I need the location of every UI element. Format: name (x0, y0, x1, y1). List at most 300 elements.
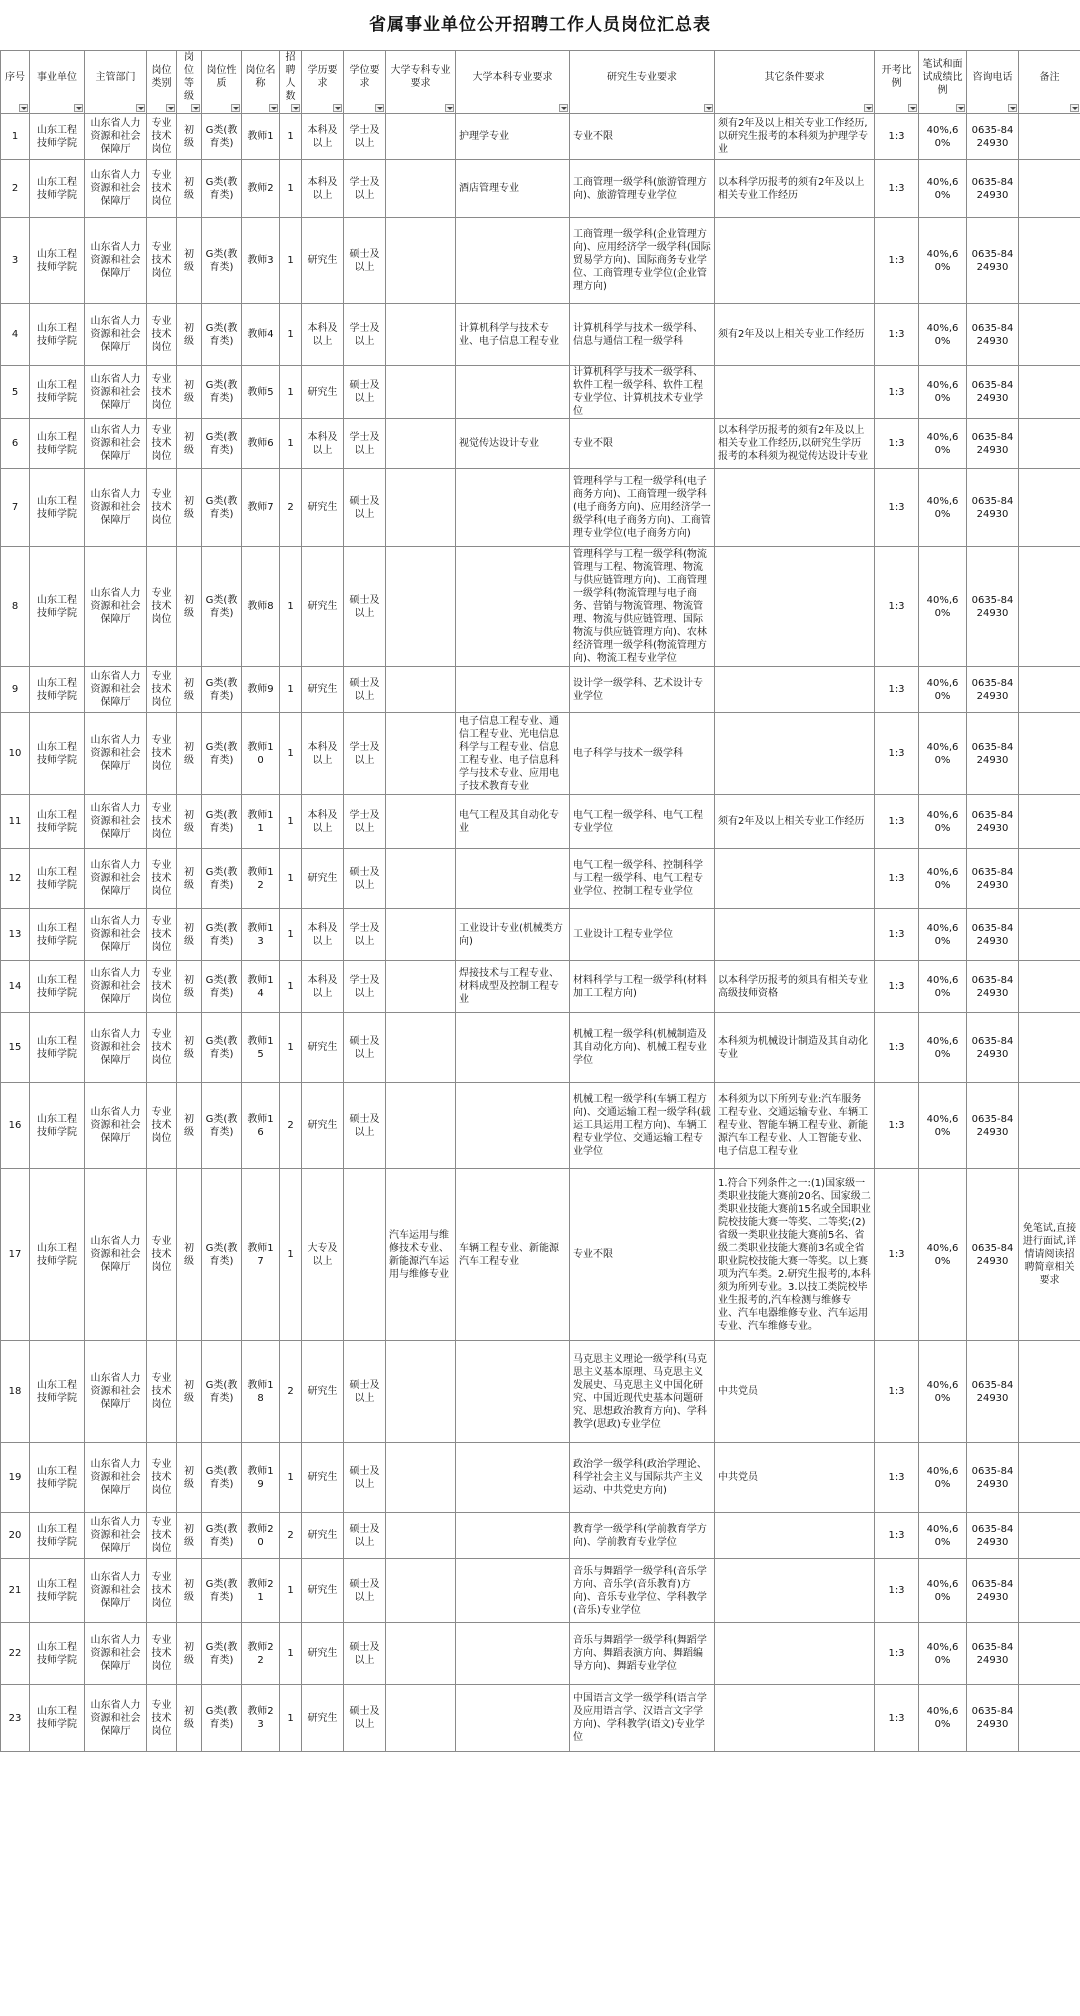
cell-degree: 硕士及以上 (344, 366, 386, 419)
cell-headcount: 2 (280, 1341, 302, 1443)
cell-post-category: 专业技术岗位 (147, 304, 177, 366)
filter-dropdown-icon[interactable] (291, 104, 300, 112)
cell-department: 山东省人力资源和社会保障厅 (85, 1513, 147, 1559)
header-other-requirements (715, 51, 875, 114)
cell-exam-ratio: 1:3 (875, 667, 919, 713)
cell-post-name: 教师16 (242, 1083, 280, 1169)
cell-index: 23 (1, 1685, 30, 1752)
cell-other-requirements: 须有2年及以上相关专业工作经历 (715, 304, 875, 366)
cell-post-category: 专业技术岗位 (147, 547, 177, 667)
header-label: 备注 (1039, 71, 1060, 83)
cell-index: 6 (1, 419, 30, 469)
cell-exam-ratio: 1:3 (875, 1559, 919, 1623)
header-headcount (280, 51, 302, 114)
header-education (302, 51, 344, 114)
cell-college-major (386, 961, 456, 1013)
filter-dropdown-icon[interactable] (269, 104, 278, 112)
cell-post-level: 初级 (177, 1623, 202, 1685)
header-label: 研究生专业要求 (607, 71, 677, 83)
cell-other-requirements (715, 667, 875, 713)
cell-exam-ratio: 1:3 (875, 1013, 919, 1083)
cell-education: 研究生 (302, 1013, 344, 1083)
cell-graduate-major: 电子科学与技术一级学科 (570, 713, 715, 795)
cell-education: 研究生 (302, 469, 344, 547)
cell-post-level: 初级 (177, 1341, 202, 1443)
cell-index: 4 (1, 304, 30, 366)
cell-score-ratio: 40%,60% (919, 160, 967, 218)
cell-degree: 学士及以上 (344, 961, 386, 1013)
cell-exam-ratio: 1:3 (875, 419, 919, 469)
cell-bachelor-major (456, 1513, 570, 1559)
cell-score-ratio: 40%,60% (919, 849, 967, 909)
cell-post-name: 教师3 (242, 218, 280, 304)
cell-college-major (386, 667, 456, 713)
header-exam-ratio (875, 51, 919, 114)
cell-graduate-major: 机械工程一级学科(车辆工程方向)、交通运输工程一级学科(载运工具运用工程方向)、车辆工程专业学位、交通运输工程专业学位 (570, 1083, 715, 1169)
cell-headcount: 2 (280, 1083, 302, 1169)
cell-headcount: 2 (280, 1513, 302, 1559)
cell-phone: 0635-8424930 (967, 909, 1019, 961)
cell-remarks (1019, 114, 1080, 160)
header-score-ratio (919, 51, 967, 114)
cell-score-ratio: 40%,60% (919, 1513, 967, 1559)
header-label: 事业单位 (37, 71, 77, 83)
cell-graduate-major: 教育学一级学科(学前教育学方向)、学前教育专业学位 (570, 1513, 715, 1559)
cell-graduate-major: 计算机科学与技术一级学科、信息与通信工程一级学科 (570, 304, 715, 366)
cell-score-ratio: 40%,60% (919, 547, 967, 667)
recruitment-table (0, 50, 1080, 1752)
cell-institution: 山东工程技师学院 (30, 849, 85, 909)
cell-post-nature: G类(教育类) (202, 1623, 242, 1685)
cell-degree: 硕士及以上 (344, 1559, 386, 1623)
header-label: 岗位名称 (245, 65, 276, 89)
cell-bachelor-major: 焊接技术与工程专业、材料成型及控制工程专业 (456, 961, 570, 1013)
cell-degree: 学士及以上 (344, 713, 386, 795)
filter-dropdown-icon[interactable] (375, 104, 384, 112)
cell-post-nature: G类(教育类) (202, 1341, 242, 1443)
cell-phone: 0635-8424930 (967, 160, 1019, 218)
cell-post-name: 教师13 (242, 909, 280, 961)
cell-institution: 山东工程技师学院 (30, 547, 85, 667)
cell-exam-ratio: 1:3 (875, 114, 919, 160)
cell-department: 山东省人力资源和社会保障厅 (85, 218, 147, 304)
cell-remarks (1019, 419, 1080, 469)
cell-college-major (386, 1685, 456, 1752)
cell-phone: 0635-8424930 (967, 304, 1019, 366)
filter-dropdown-icon[interactable] (136, 104, 145, 112)
cell-bachelor-major (456, 469, 570, 547)
filter-dropdown-icon[interactable] (559, 104, 568, 112)
cell-exam-ratio: 1:3 (875, 713, 919, 795)
cell-other-requirements (715, 1623, 875, 1685)
cell-post-nature: G类(教育类) (202, 1083, 242, 1169)
cell-index: 22 (1, 1623, 30, 1685)
cell-degree: 硕士及以上 (344, 1083, 386, 1169)
cell-education: 研究生 (302, 1083, 344, 1169)
cell-headcount: 1 (280, 366, 302, 419)
cell-remarks (1019, 795, 1080, 849)
cell-degree: 学士及以上 (344, 114, 386, 160)
cell-bachelor-major: 计算机科学与技术专业、电子信息工程专业 (456, 304, 570, 366)
cell-exam-ratio: 1:3 (875, 547, 919, 667)
filter-dropdown-icon[interactable] (1070, 104, 1079, 112)
cell-degree: 硕士及以上 (344, 547, 386, 667)
cell-graduate-major: 马克思主义理论一级学科(马克思主义基本原理、马克思主义发展史、马克思主义中国化研究、中国近现代史基本问题研究、思想政治教育方向)、学科教学(思政)专业学位 (570, 1341, 715, 1443)
cell-post-category: 专业技术岗位 (147, 469, 177, 547)
cell-phone: 0635-8424930 (967, 1623, 1019, 1685)
cell-post-level: 初级 (177, 795, 202, 849)
cell-college-major (386, 1013, 456, 1083)
header-post-category (147, 51, 177, 114)
cell-post-category: 专业技术岗位 (147, 713, 177, 795)
filter-dropdown-icon[interactable] (445, 104, 454, 112)
cell-post-name: 教师17 (242, 1169, 280, 1341)
header-index (1, 51, 30, 114)
cell-post-name: 教师18 (242, 1341, 280, 1443)
cell-post-category: 专业技术岗位 (147, 1623, 177, 1685)
cell-department: 山东省人力资源和社会保障厅 (85, 1083, 147, 1169)
cell-post-name: 教师8 (242, 547, 280, 667)
cell-post-level: 初级 (177, 419, 202, 469)
cell-graduate-major: 工商管理一级学科(旅游管理方向)、旅游管理专业学位 (570, 160, 715, 218)
cell-headcount: 1 (280, 547, 302, 667)
cell-graduate-major: 工商管理一级学科(企业管理方向)、应用经济学一级学科(国际贸易学方向)、国际商务专业学位、工商管理专业学位(企业管理方向) (570, 218, 715, 304)
cell-headcount: 2 (280, 469, 302, 547)
cell-degree: 硕士及以上 (344, 1443, 386, 1513)
cell-post-category: 专业技术岗位 (147, 218, 177, 304)
cell-post-category: 专业技术岗位 (147, 1443, 177, 1513)
cell-index: 2 (1, 160, 30, 218)
cell-education: 研究生 (302, 218, 344, 304)
cell-college-major (386, 1513, 456, 1559)
header-label: 学历要求 (307, 65, 338, 89)
cell-headcount: 1 (280, 1685, 302, 1752)
cell-index: 11 (1, 795, 30, 849)
cell-post-category: 专业技术岗位 (147, 909, 177, 961)
cell-headcount: 1 (280, 1169, 302, 1341)
table-row (1, 304, 1080, 366)
cell-post-nature: G类(教育类) (202, 909, 242, 961)
cell-bachelor-major: 电气工程及其自动化专业 (456, 795, 570, 849)
cell-institution: 山东工程技师学院 (30, 1443, 85, 1513)
cell-degree: 硕士及以上 (344, 1513, 386, 1559)
header-row (1, 51, 1080, 114)
cell-exam-ratio: 1:3 (875, 1169, 919, 1341)
cell-post-level: 初级 (177, 1559, 202, 1623)
header-label: 岗位等级 (184, 52, 194, 102)
cell-remarks (1019, 667, 1080, 713)
cell-remarks (1019, 160, 1080, 218)
cell-institution: 山东工程技师学院 (30, 1623, 85, 1685)
table-row (1, 1341, 1080, 1443)
cell-phone: 0635-8424930 (967, 366, 1019, 419)
cell-department: 山东省人力资源和社会保障厅 (85, 469, 147, 547)
header-department (85, 51, 147, 114)
cell-index: 8 (1, 547, 30, 667)
page-title: 省属事业单位公开招聘工作人员岗位汇总表 (369, 15, 711, 35)
cell-post-name: 教师19 (242, 1443, 280, 1513)
cell-graduate-major: 机械工程一级学科(机械制造及其自动化方向)、机械工程专业学位 (570, 1013, 715, 1083)
cell-phone: 0635-8424930 (967, 1443, 1019, 1513)
cell-phone: 0635-8424930 (967, 218, 1019, 304)
cell-other-requirements (715, 547, 875, 667)
cell-institution: 山东工程技师学院 (30, 366, 85, 419)
cell-exam-ratio: 1:3 (875, 218, 919, 304)
cell-headcount: 1 (280, 667, 302, 713)
cell-score-ratio: 40%,60% (919, 1169, 967, 1341)
cell-post-level: 初级 (177, 961, 202, 1013)
cell-post-category: 专业技术岗位 (147, 419, 177, 469)
cell-remarks (1019, 218, 1080, 304)
table-row (1, 1685, 1080, 1752)
filter-dropdown-icon[interactable] (166, 104, 175, 112)
cell-exam-ratio: 1:3 (875, 1341, 919, 1443)
cell-post-name: 教师12 (242, 849, 280, 909)
table-row (1, 909, 1080, 961)
cell-headcount: 1 (280, 114, 302, 160)
cell-bachelor-major (456, 218, 570, 304)
cell-post-level: 初级 (177, 160, 202, 218)
cell-phone: 0635-8424930 (967, 713, 1019, 795)
cell-institution: 山东工程技师学院 (30, 304, 85, 366)
cell-bachelor-major: 工业设计专业(机械类方向) (456, 909, 570, 961)
cell-other-requirements (715, 909, 875, 961)
cell-education: 本科及以上 (302, 795, 344, 849)
cell-post-category: 专业技术岗位 (147, 795, 177, 849)
cell-post-level: 初级 (177, 1013, 202, 1083)
cell-phone: 0635-8424930 (967, 469, 1019, 547)
cell-headcount: 1 (280, 1443, 302, 1513)
cell-headcount: 1 (280, 1013, 302, 1083)
cell-score-ratio: 40%,60% (919, 961, 967, 1013)
filter-dropdown-icon[interactable] (191, 104, 200, 112)
cell-post-nature: G类(教育类) (202, 1169, 242, 1341)
filter-dropdown-icon[interactable] (19, 104, 28, 112)
cell-post-name: 教师23 (242, 1685, 280, 1752)
cell-post-level: 初级 (177, 366, 202, 419)
cell-post-nature: G类(教育类) (202, 667, 242, 713)
cell-other-requirements (715, 218, 875, 304)
cell-graduate-major: 中国语言文学一级学科(语言学及应用语言学、汉语言文字学方向)、学科教学(语文)专业学位 (570, 1685, 715, 1752)
cell-education: 本科及以上 (302, 961, 344, 1013)
cell-degree: 硕士及以上 (344, 1685, 386, 1752)
header-post-name (242, 51, 280, 114)
cell-college-major (386, 419, 456, 469)
cell-education: 研究生 (302, 1685, 344, 1752)
cell-score-ratio: 40%,60% (919, 1559, 967, 1623)
header-label: 其它条件要求 (764, 71, 825, 83)
cell-index: 14 (1, 961, 30, 1013)
cell-college-major (386, 547, 456, 667)
cell-post-nature: G类(教育类) (202, 849, 242, 909)
cell-graduate-major: 电气工程一级学科、电气工程专业学位 (570, 795, 715, 849)
table-row (1, 1443, 1080, 1513)
cell-bachelor-major (456, 1083, 570, 1169)
cell-degree: 硕士及以上 (344, 469, 386, 547)
cell-institution: 山东工程技师学院 (30, 1513, 85, 1559)
header-label: 主管部门 (95, 71, 136, 83)
cell-other-requirements: 本科须为以下所列专业:汽车服务工程专业、交通运输专业、车辆工程专业、智能车辆工程专业、新能源汽车工程专业、人工智能专业、电子信息工程专业 (715, 1083, 875, 1169)
header-label: 开考比例 (881, 65, 912, 89)
cell-remarks (1019, 1559, 1080, 1623)
header-label: 岗位类别 (151, 65, 172, 89)
cell-headcount: 1 (280, 961, 302, 1013)
table-row (1, 1169, 1080, 1341)
cell-score-ratio: 40%,60% (919, 419, 967, 469)
cell-score-ratio: 40%,60% (919, 1083, 967, 1169)
cell-department: 山东省人力资源和社会保障厅 (85, 1443, 147, 1513)
cell-post-nature: G类(教育类) (202, 961, 242, 1013)
cell-post-level: 初级 (177, 1443, 202, 1513)
cell-phone: 0635-8424930 (967, 1083, 1019, 1169)
cell-college-major (386, 469, 456, 547)
cell-post-level: 初级 (177, 114, 202, 160)
cell-department: 山东省人力资源和社会保障厅 (85, 547, 147, 667)
cell-department: 山东省人力资源和社会保障厅 (85, 795, 147, 849)
cell-post-category: 专业技术岗位 (147, 366, 177, 419)
cell-post-category: 专业技术岗位 (147, 1341, 177, 1443)
cell-post-name: 教师7 (242, 469, 280, 547)
filter-dropdown-icon[interactable] (1008, 104, 1017, 112)
cell-department: 山东省人力资源和社会保障厅 (85, 1169, 147, 1341)
cell-college-major (386, 909, 456, 961)
cell-institution: 山东工程技师学院 (30, 961, 85, 1013)
header-bachelor-major (456, 51, 570, 114)
cell-post-name: 教师6 (242, 419, 280, 469)
cell-institution: 山东工程技师学院 (30, 713, 85, 795)
cell-department: 山东省人力资源和社会保障厅 (85, 114, 147, 160)
cell-index: 10 (1, 713, 30, 795)
header-graduate-major (570, 51, 715, 114)
cell-education: 研究生 (302, 1341, 344, 1443)
cell-remarks (1019, 1513, 1080, 1559)
cell-index: 16 (1, 1083, 30, 1169)
cell-remarks (1019, 1685, 1080, 1752)
header-college-major (386, 51, 456, 114)
cell-phone: 0635-8424930 (967, 667, 1019, 713)
cell-post-name: 教师2 (242, 160, 280, 218)
filter-dropdown-icon[interactable] (864, 104, 873, 112)
cell-score-ratio: 40%,60% (919, 366, 967, 419)
cell-post-level: 初级 (177, 713, 202, 795)
cell-college-major (386, 218, 456, 304)
cell-post-nature: G类(教育类) (202, 547, 242, 667)
cell-degree: 硕士及以上 (344, 1623, 386, 1685)
cell-institution: 山东工程技师学院 (30, 1685, 85, 1752)
cell-other-requirements: 中共党员 (715, 1443, 875, 1513)
header-post-nature (202, 51, 242, 114)
header-label: 学位要求 (349, 65, 380, 89)
filter-dropdown-icon[interactable] (333, 104, 342, 112)
cell-bachelor-major (456, 1443, 570, 1513)
cell-department: 山东省人力资源和社会保障厅 (85, 961, 147, 1013)
cell-other-requirements: 以本科学历报考的须有2年及以上相关专业工作经历 (715, 160, 875, 218)
header-label: 序号 (5, 71, 25, 83)
cell-post-name: 教师15 (242, 1013, 280, 1083)
cell-college-major (386, 1623, 456, 1685)
cell-college-major (386, 366, 456, 419)
table-row (1, 849, 1080, 909)
cell-score-ratio: 40%,60% (919, 1013, 967, 1083)
cell-bachelor-major (456, 547, 570, 667)
cell-department: 山东省人力资源和社会保障厅 (85, 1559, 147, 1623)
cell-institution: 山东工程技师学院 (30, 1169, 85, 1341)
filter-dropdown-icon[interactable] (74, 104, 83, 112)
cell-index: 12 (1, 849, 30, 909)
cell-post-nature: G类(教育类) (202, 114, 242, 160)
filter-dropdown-icon[interactable] (956, 104, 965, 112)
cell-institution: 山东工程技师学院 (30, 218, 85, 304)
cell-index: 18 (1, 1341, 30, 1443)
cell-bachelor-major: 电子信息工程专业、通信工程专业、光电信息科学与工程专业、信息工程专业、电子信息科学与技术专业、应用电子技术教育专业 (456, 713, 570, 795)
cell-education: 本科及以上 (302, 419, 344, 469)
cell-phone: 0635-8424930 (967, 547, 1019, 667)
cell-post-category: 专业技术岗位 (147, 961, 177, 1013)
cell-department: 山东省人力资源和社会保障厅 (85, 1013, 147, 1083)
table-row (1, 1013, 1080, 1083)
cell-score-ratio: 40%,60% (919, 114, 967, 160)
header-remarks (1019, 51, 1080, 114)
cell-post-level: 初级 (177, 849, 202, 909)
filter-dropdown-icon[interactable] (908, 104, 917, 112)
cell-index: 3 (1, 218, 30, 304)
cell-graduate-major: 电气工程一级学科、控制科学与工程一级学科、电气工程专业学位、控制工程专业学位 (570, 849, 715, 909)
cell-post-name: 教师5 (242, 366, 280, 419)
cell-post-level: 初级 (177, 304, 202, 366)
cell-exam-ratio: 1:3 (875, 1513, 919, 1559)
cell-score-ratio: 40%,60% (919, 218, 967, 304)
table-body (1, 114, 1080, 1752)
cell-exam-ratio: 1:3 (875, 1685, 919, 1752)
cell-headcount: 1 (280, 419, 302, 469)
cell-institution: 山东工程技师学院 (30, 1341, 85, 1443)
cell-post-level: 初级 (177, 1169, 202, 1341)
table-row (1, 1513, 1080, 1559)
cell-post-name: 教师20 (242, 1513, 280, 1559)
cell-education: 本科及以上 (302, 160, 344, 218)
cell-post-nature: G类(教育类) (202, 304, 242, 366)
cell-phone: 0635-8424930 (967, 1013, 1019, 1083)
cell-bachelor-major: 酒店管理专业 (456, 160, 570, 218)
cell-post-nature: G类(教育类) (202, 713, 242, 795)
cell-phone: 0635-8424930 (967, 849, 1019, 909)
cell-department: 山东省人力资源和社会保障厅 (85, 160, 147, 218)
cell-exam-ratio: 1:3 (875, 1443, 919, 1513)
cell-post-category: 专业技术岗位 (147, 1169, 177, 1341)
cell-department: 山东省人力资源和社会保障厅 (85, 1341, 147, 1443)
cell-remarks (1019, 1623, 1080, 1685)
cell-degree: 硕士及以上 (344, 667, 386, 713)
cell-post-nature: G类(教育类) (202, 469, 242, 547)
cell-graduate-major: 设计学一级学科、艺术设计专业学位 (570, 667, 715, 713)
filter-dropdown-icon[interactable] (704, 104, 713, 112)
header-label: 大学专科专业要求 (390, 65, 451, 89)
cell-institution: 山东工程技师学院 (30, 160, 85, 218)
cell-other-requirements (715, 366, 875, 419)
cell-department: 山东省人力资源和社会保障厅 (85, 1685, 147, 1752)
cell-post-nature: G类(教育类) (202, 795, 242, 849)
cell-score-ratio: 40%,60% (919, 469, 967, 547)
cell-headcount: 1 (280, 795, 302, 849)
cell-headcount: 1 (280, 713, 302, 795)
cell-post-nature: G类(教育类) (202, 419, 242, 469)
header-phone (967, 51, 1019, 114)
cell-department: 山东省人力资源和社会保障厅 (85, 667, 147, 713)
header-label: 岗位性质 (206, 65, 237, 89)
cell-other-requirements (715, 713, 875, 795)
filter-dropdown-icon[interactable] (231, 104, 240, 112)
cell-education: 研究生 (302, 366, 344, 419)
